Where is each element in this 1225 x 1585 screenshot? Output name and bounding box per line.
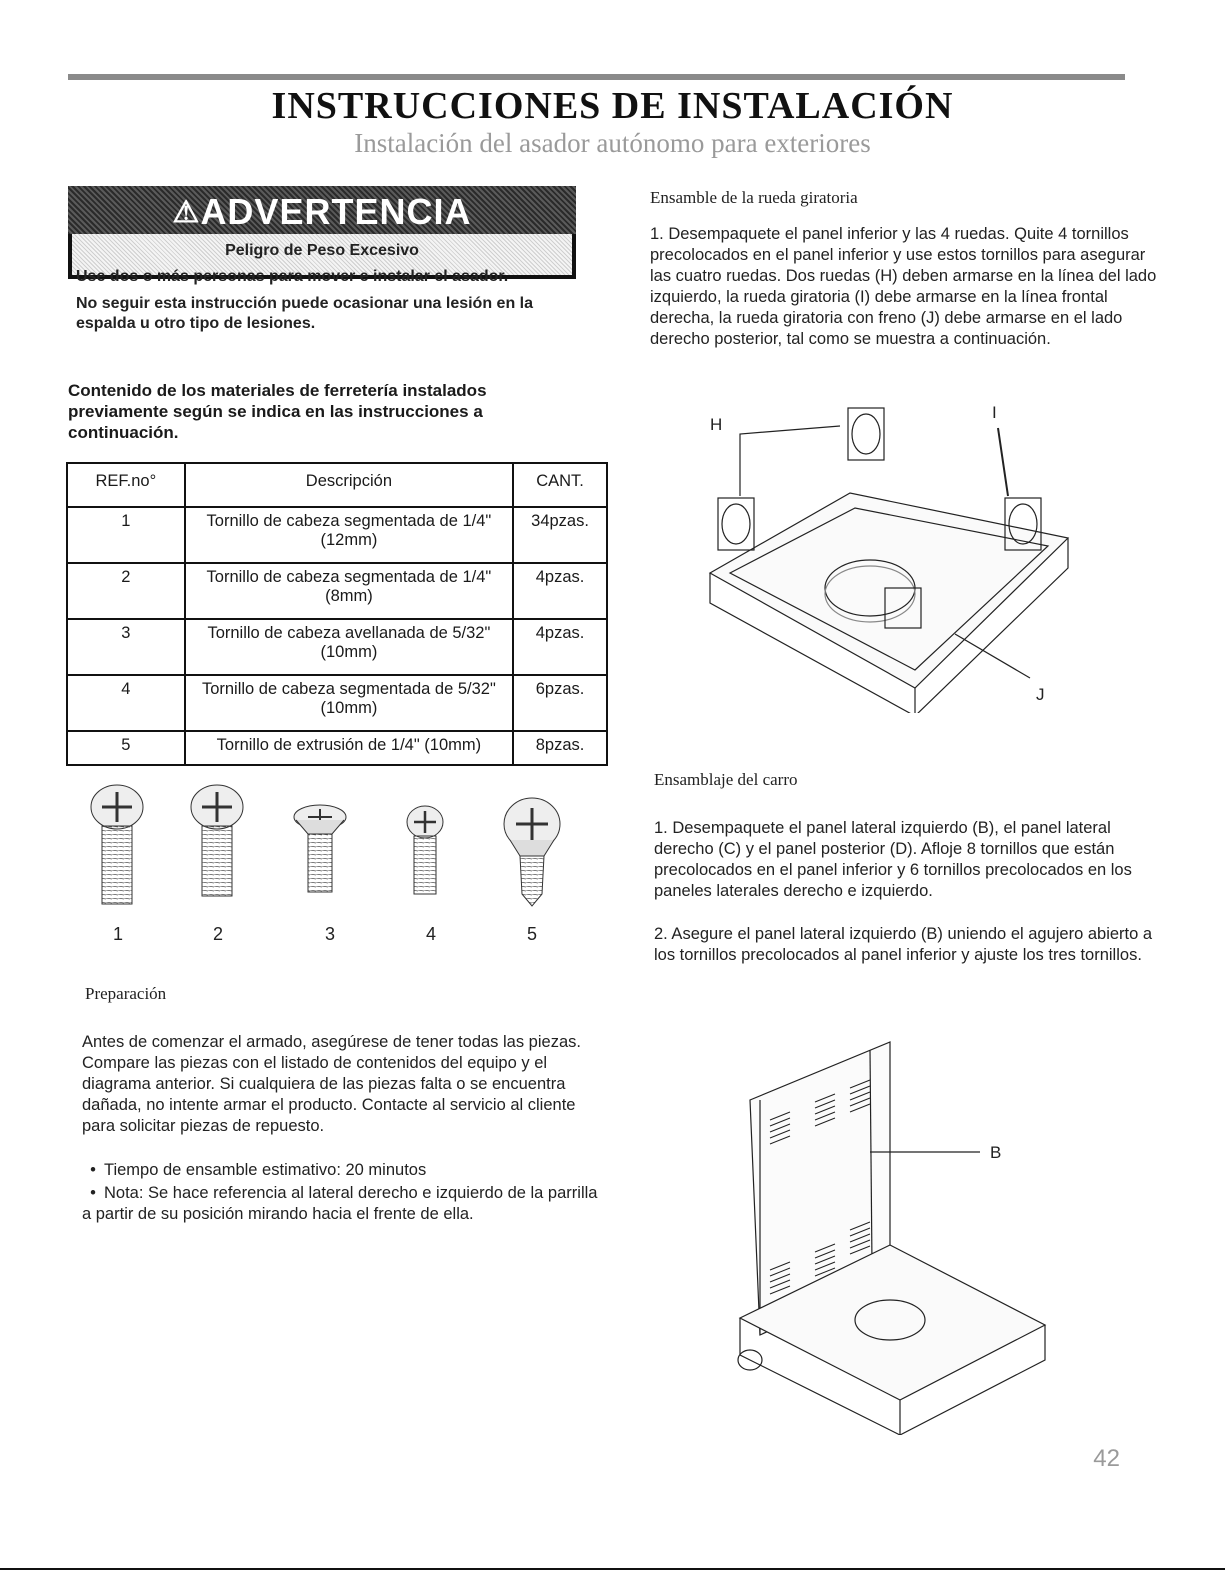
cell-ref: 2	[67, 563, 185, 619]
screw-4-icon	[407, 806, 443, 894]
warning-line-2: Use dos o más personas para mover e instalar el asador.	[76, 268, 509, 285]
cell-qty: 8pzas.	[513, 731, 607, 765]
col-header-ref: REF.no°	[67, 463, 185, 507]
warning-line-1: Peligro de Peso Excesivo	[225, 242, 419, 259]
screws-illustration	[70, 782, 590, 917]
cell-ref: 3	[67, 619, 185, 675]
cell-ref: 5	[67, 731, 185, 765]
cell-desc: Tornillo de cabeza segmentada de 1/4" (12mm)	[185, 507, 513, 563]
caster-label-h: H	[710, 415, 723, 434]
cart-step-2: 2. Asegure el panel lateral izquierdo (B) uniendo el agujero abierto a los tornillos precolocados al panel inferior y ajuste los tres tornillos.	[654, 925, 1153, 964]
header-rule	[68, 74, 1125, 80]
hardware-table	[66, 462, 608, 766]
table-row	[67, 507, 607, 563]
bullet-icon: •	[90, 1161, 96, 1179]
caster-label-j: J	[1036, 685, 1045, 704]
cart-label-b: B	[990, 1143, 1002, 1162]
list-item	[82, 1183, 602, 1225]
screw-label-1: 1	[113, 924, 124, 944]
cart-step-1: 1. Desempaquete el panel lateral izquierdo (B), el panel lateral derecho (C) y el panel posterior (D). Afloje 8 tornillos que están precolocados en el panel inferior y 6 tornillos precolocados en los paneles laterales derecho e izquierdo.	[654, 819, 1132, 900]
warning-header	[68, 186, 576, 234]
screw-label-3: 3	[325, 924, 336, 944]
preparation-body: Antes de comenzar el armado, asegúrese de tener todas las piezas. Compare las piezas con el listado de contenidos del equipo y el diagrama anterior. Si cualquiera de las piezas falta o se encuentra dañada, no intente armar el producto. Contacte al servicio al cliente para solicitar piezas de repuesto.	[82, 1033, 581, 1135]
table-row	[67, 563, 607, 619]
preparation-bullets	[82, 1160, 602, 1225]
screw-label-5: 5	[527, 924, 538, 944]
caster-diagram	[700, 398, 1080, 713]
col-header-desc: Descripción	[185, 463, 513, 507]
warning-triangle-icon: ⚠	[172, 196, 201, 229]
bullet-text: Tiempo de ensamble estimativo: 20 minutos	[104, 1161, 427, 1179]
screw-label-2: 2	[213, 924, 224, 944]
preparation-heading: Preparación	[85, 984, 167, 1003]
cart-heading: Ensamblaje del carro	[654, 770, 798, 789]
bullet-icon: •	[90, 1184, 96, 1202]
screw-3-icon	[294, 805, 346, 892]
list-item	[82, 1160, 602, 1181]
cell-qty: 34pzas.	[513, 507, 607, 563]
warning-line-3: No seguir esta instrucción puede ocasionar una lesión en la espalda u otro tipo de lesiones.	[76, 295, 534, 332]
table-row	[67, 619, 607, 675]
cell-desc: Tornillo de cabeza avellanada de 5/32" (10mm)	[185, 619, 513, 675]
cell-ref: 4	[67, 675, 185, 731]
cart-diagram	[720, 1030, 1060, 1435]
cell-desc: Tornillo de cabeza segmentada de 5/32" (10mm)	[185, 675, 513, 731]
cell-ref: 1	[67, 507, 185, 563]
caster-body: 1. Desempaquete el panel inferior y las 4 ruedas. Quite 4 tornillos precolocados en el panel inferior y use estos tornillos para asegurar las cuatro ruedas. Dos ruedas (H) deben armarse en la línea del lado izquierdo, la rueda giratoria (I) debe armarse en la línea frontal derecha, la rueda giratoria con freno (J) debe armarse en el lado derecho posterior, tal como se muestra a continuación.	[650, 225, 1157, 348]
caster-heading: Ensamble de la rueda giratoria	[650, 188, 858, 207]
page-number: 42	[1093, 1445, 1120, 1472]
caster-label-i: I	[992, 403, 997, 422]
cell-qty: 4pzas.	[513, 619, 607, 675]
page-title: INSTRUCCIONES DE INSTALACIÓN	[271, 85, 954, 127]
bottom-rule	[0, 1568, 1225, 1570]
screw-2-icon	[191, 785, 243, 896]
bullet-text: Nota: Se hace referencia al lateral derecho e izquierdo de la parrilla a partir de su posición mirando hacia el frente de ella.	[82, 1184, 598, 1223]
hardware-heading: Contenido de los materiales de ferretería instalados previamente según se indica en las instrucciones a continuación.	[68, 381, 487, 442]
cell-qty: 4pzas.	[513, 563, 607, 619]
cell-qty: 6pzas.	[513, 675, 607, 731]
warning-text	[76, 236, 568, 334]
table-row	[67, 675, 607, 731]
table-header-row	[67, 463, 607, 507]
table-row	[67, 731, 607, 765]
screw-label-4: 4	[426, 924, 437, 944]
cell-desc: Tornillo de extrusión de 1/4" (10mm)	[185, 731, 513, 765]
col-header-qty: CANT.	[513, 463, 607, 507]
page-subtitle: Instalación del asador autónomo para exteriores	[354, 128, 871, 158]
screw-1-icon	[91, 785, 143, 904]
cell-desc: Tornillo de cabeza segmentada de 1/4" (8mm)	[185, 563, 513, 619]
screw-5-icon	[504, 798, 560, 906]
warning-heading: ADVERTENCIA	[200, 191, 472, 232]
